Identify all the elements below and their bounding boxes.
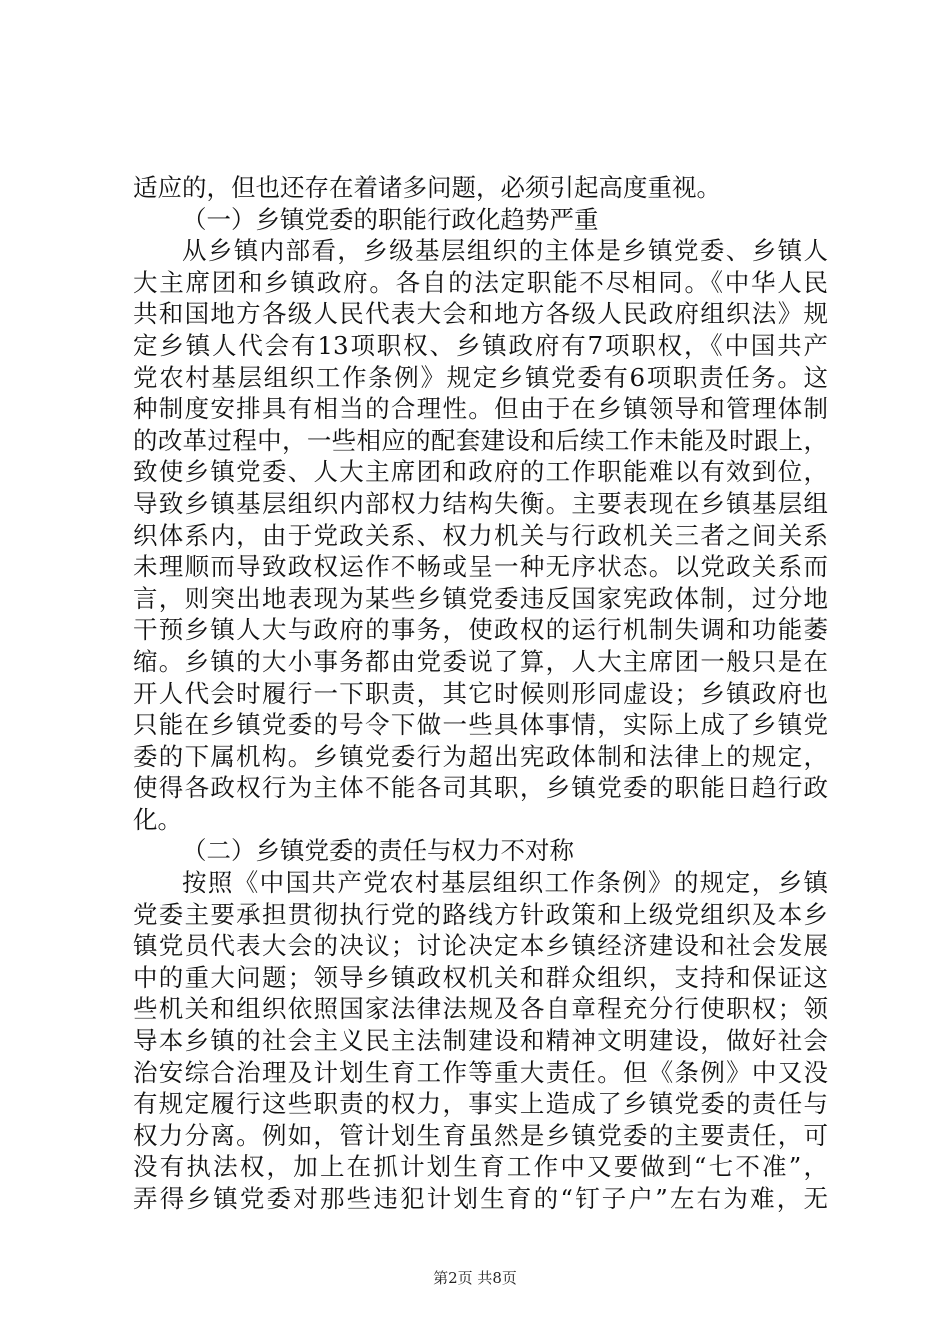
paragraph-line: 导本乡镇的社会主义民主法制建设和精神文明建设，做好社会: [133, 1026, 828, 1056]
paragraph-line: 只能在乡镇党委的号令下做一些具体事情，实际上成了乡镇党: [133, 710, 828, 740]
paragraph-line: 治安综合治理及计划生育工作等重大责任。但《条例》中又没: [133, 1057, 828, 1087]
paragraph-line: 从乡镇内部看，乡级基层组织的主体是乡镇党委、乡镇人: [182, 236, 828, 266]
paragraph-line: 使得各政权行为主体不能各司其职，乡镇党委的职能日趋行政: [133, 773, 828, 803]
paragraph-line: 化。: [133, 804, 182, 834]
paragraph-line: 些机关和组织依照国家法律法规及各自章程充分行使职权；领: [133, 994, 828, 1024]
paragraph-line: 弄得乡镇党委对那些违犯计划生育的“钉子户”左右为难，无: [133, 1184, 828, 1213]
section-heading-1: （一）乡镇党委的职能行政化趋势严重: [182, 204, 599, 234]
paragraph-line: 干预乡镇人大与政府的事务，使政权的运行机制失调和功能萎: [133, 615, 828, 645]
page-footer: [0, 1268, 950, 1288]
paragraph-line: 缩。乡镇的大小事务都由党委说了算，人大主席团一般只是在: [133, 646, 828, 676]
paragraph-line: 中的重大问题；领导乡镇政权机关和群众组织，支持和保证这: [133, 962, 828, 992]
paragraph-line: 织体系内，由于党政关系、权力机关与行政机关三者之间关系: [133, 520, 828, 550]
paragraph-line: 未理顺而导致政权运作不畅或呈一种无序状态。以党政关系而: [133, 552, 828, 582]
paragraph-line: 适应的，但也还存在着诸多问题，必须引起高度重视。: [133, 173, 721, 202]
paragraph-line: 定乡镇人代会有13项职权、乡镇政府有7项职权，《中国共产: [133, 330, 828, 360]
paragraph-line: 导致乡镇基层组织内部权力结构失衡。主要表现在乡镇基层组: [133, 488, 828, 518]
paragraph-line: 致使乡镇党委、人大主席团和政府的工作职能难以有效到位，: [133, 457, 828, 487]
page-number-label: 第2页 共8页: [433, 1269, 517, 1287]
paragraph-line: 按照《中国共产党农村基层组织工作条例》的规定，乡镇: [182, 868, 828, 898]
paragraph-line: 权力分离。例如，管计划生育虽然是乡镇党委的主要责任，可: [133, 1120, 828, 1150]
paragraph-line: 种制度安排具有相当的合理性。但由于在乡镇领导和管理体制: [133, 394, 828, 424]
paragraph-line: 言，则突出地表现为某些乡镇党委违反国家宪政体制，过分地: [133, 583, 828, 613]
paragraph-line: 共和国地方各级人民代表大会和地方各级人民政府组织法》规: [133, 299, 828, 329]
section-heading-2: （二）乡镇党委的责任与权力不对称: [182, 836, 574, 866]
paragraph-line: 开人代会时履行一下职责，其它时候则形同虚设；乡镇政府也: [133, 678, 828, 708]
paragraph-line: 有规定履行这些职责的权力，事实上造成了乡镇党委的责任与: [133, 1089, 828, 1119]
paragraph-line: 的改革过程中，一些相应的配套建设和后续工作未能及时跟上，: [133, 425, 828, 455]
document-body: [133, 172, 828, 1215]
paragraph-line: 镇党员代表大会的决议；讨论决定本乡镇经济建设和社会发展: [133, 931, 828, 961]
paragraph-line: 党农村基层组织工作条例》规定乡镇党委有6项职责任务。这: [133, 362, 828, 392]
paragraph-line: 没有执法权，加上在抓计划生育工作中又要做到“七不准”，: [133, 1152, 828, 1182]
paragraph-line: 党委主要承担贯彻执行党的路线方针政策和上级党组织及本乡: [133, 899, 828, 929]
paragraph-line: 委的下属机构。乡镇党委行为超出宪政体制和法律上的规定，: [133, 741, 828, 771]
paragraph-line: 大主席团和乡镇政府。各自的法定职能不尽相同。《中华人民: [133, 267, 828, 297]
